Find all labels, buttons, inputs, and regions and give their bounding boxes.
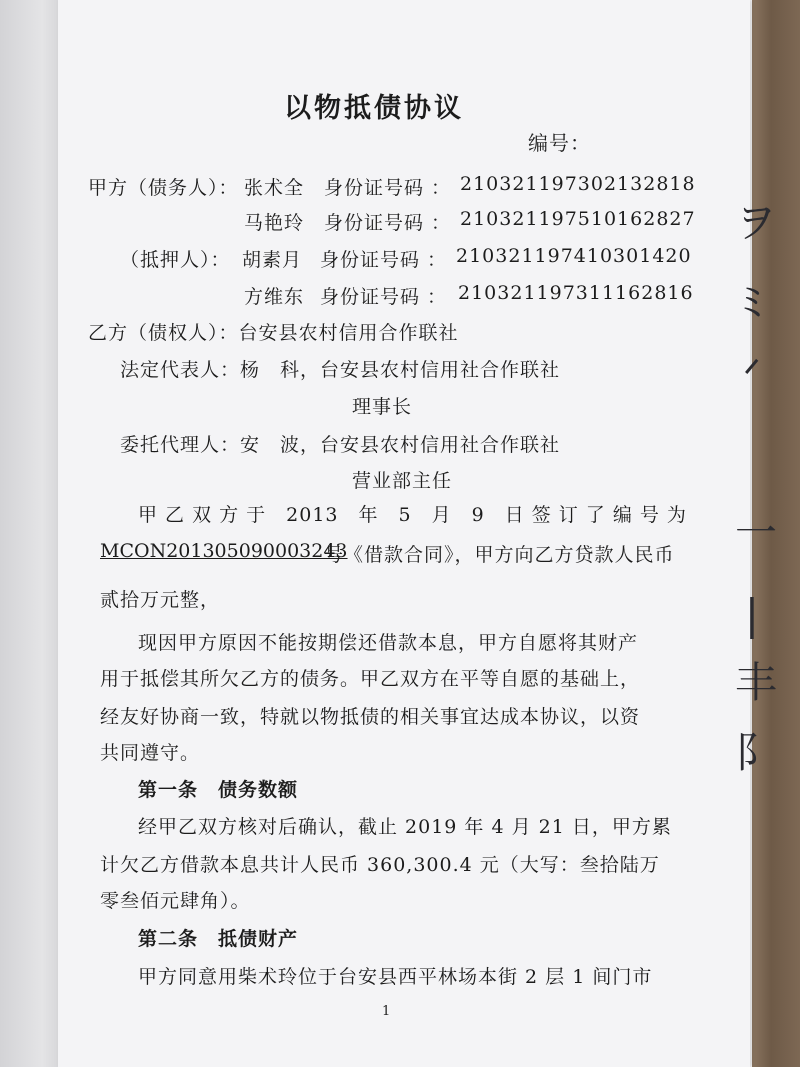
- debtor-name: 马艳玲: [244, 212, 305, 234]
- id-label: 身份证号码 ：: [320, 249, 448, 271]
- paragraph-line: 现因甲方原因不能按期偿还借款本息，甲方自愿将其财产: [138, 632, 639, 654]
- page-number: 1: [382, 1004, 392, 1019]
- id-number: 210321197410301420: [456, 245, 692, 267]
- paragraph-line: 经甲乙双方核对后确认，截止 2019 年 4 月 21 日，甲方累: [138, 816, 672, 838]
- mortgagor-name: 胡素月: [242, 249, 303, 271]
- paragraph-line: 号《借款合同》，甲方向乙方贷款人民币: [324, 544, 675, 566]
- handwriting-mark: 丰: [735, 658, 778, 707]
- mortgagor-name: 方维东: [244, 286, 305, 308]
- debtor-name: 张术全: [244, 177, 305, 199]
- legal-rep-line: 法定代表人：杨 科，台安县农村信用社合作联社: [120, 359, 561, 381]
- paragraph-line: 甲 乙 双 方 于 2013 年 5 月 9 日 签 订 了 编 号 为: [138, 504, 687, 526]
- paragraph-line: 用于抵偿其所欠乙方的债务。甲乙双方在平等自愿的基础上，: [100, 668, 641, 690]
- handwriting-mark: 阝: [735, 728, 778, 777]
- paragraph-line: 甲方同意用柴术玲位于台安县西平林场本街 2 层 1 间门市: [138, 966, 653, 988]
- id-label: 身份证号码 ：: [320, 286, 448, 308]
- paragraph-line: 共同遵守。: [100, 742, 201, 764]
- article-heading: 第二条 抵债财产: [138, 928, 299, 950]
- legal-rep-title: 理事长: [352, 396, 413, 418]
- paragraph-line: 计欠乙方借款本息共计人民币 360,300.4 元（大写：叁拾陆万: [100, 854, 660, 876]
- paragraph-line: 零叁佰元肆角）。: [100, 890, 251, 912]
- handwriting-mark: 一: [735, 508, 778, 557]
- agent-title: 营业部主任: [352, 470, 453, 492]
- handwriting-mark: |: [744, 590, 760, 639]
- id-label: 身份证号码 ：: [324, 212, 452, 234]
- contract-number: MCON201305090003243: [100, 540, 348, 562]
- handwriting-mark: ﾐ: [741, 278, 763, 327]
- article-heading: 第一条 债务数额: [138, 779, 299, 801]
- paragraph-line: 贰拾万元整，: [100, 589, 221, 611]
- paragraph-line: 经友好协商一致，特就以物抵债的相关事宜达成本协议，以资: [100, 706, 641, 728]
- number-label: 编号：: [528, 131, 591, 155]
- page-title: 以物抵债协议: [284, 93, 464, 124]
- party-b-line: 乙方（债权人）：台安县农村信用合作联社: [88, 322, 459, 344]
- document-page: [58, 0, 750, 1067]
- handwriting-mark: ヲ: [735, 198, 778, 247]
- agent-line: 委托代理人：安 波，台安县农村信用社合作联社: [120, 434, 561, 456]
- handwriting-mark: ᐟ: [743, 350, 761, 399]
- id-number: 210321197510162827: [460, 208, 696, 230]
- id-number: 210321197311162816: [458, 282, 694, 304]
- id-number: 210321197302132818: [460, 173, 696, 195]
- party-a-label: 甲方（债务人）：: [88, 177, 239, 199]
- mortgagor-label: （抵押人）：: [120, 249, 231, 271]
- id-label: 身份证号码 ：: [324, 177, 452, 199]
